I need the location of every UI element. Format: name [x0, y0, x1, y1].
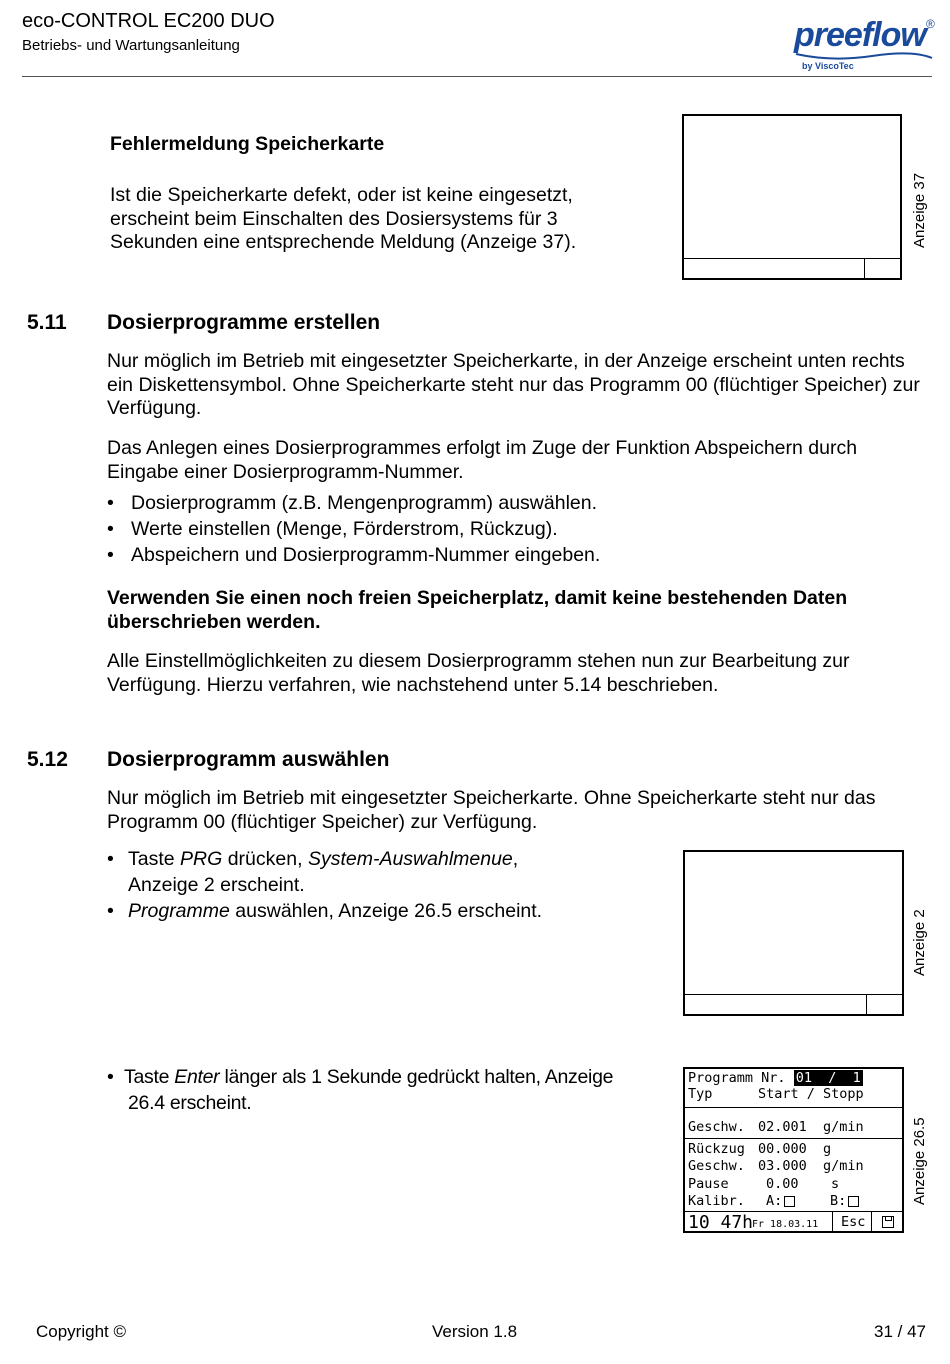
lcd-divider-v	[832, 1211, 833, 1231]
list-item: • Programme auswählen, Anzeige 26.5 erscheint.	[107, 900, 543, 922]
display-figure-26-5	[683, 1067, 904, 1233]
section-511-warning: Verwenden Sie einen noch freien Speicherplatz, damit keine bestehenden Daten überschrieben werden.	[107, 587, 848, 633]
lcd-row-calibration: Kalibr. A: B:	[688, 1193, 745, 1209]
footer-version: Version 1.8	[432, 1322, 518, 1341]
list-item: • Abspeichern und Dosierprogramm-Nummer eingeben.	[107, 544, 601, 566]
logo-reg: ®	[926, 17, 935, 31]
checkbox-b-icon	[848, 1196, 859, 1207]
footer-page-number: 31 / 47	[874, 1322, 926, 1341]
checkbox-a-icon	[784, 1196, 795, 1207]
header-rule	[22, 76, 932, 77]
section-511-bullets	[107, 490, 907, 568]
section-number-512: 5.12	[27, 748, 68, 771]
list-item: • Taste PRG drücken, System-Auswahlmenue, Anzeige 2 erscheint.	[107, 848, 519, 896]
section-number-511: 5.11	[27, 311, 67, 334]
list-item: • Taste Enter länger als 1 Sekunde gedrückt halten, Anzeige 26.4 erscheint.	[107, 1066, 614, 1114]
logo-sub: by ViscoTec	[802, 61, 854, 71]
section-512-bullets	[107, 846, 667, 924]
display-figure-2	[683, 850, 904, 1016]
section-512-bullets-2	[107, 1064, 677, 1116]
lcd-row-speed1: Geschw. 02.001 g/min	[688, 1119, 864, 1135]
section-511-para3: Alle Einstellmöglichkeiten zu diesem Dosierprogramm stehen nun zur Bearbeitung zur Verfügung. Hierzu verfahren, wie nachstehend unter 5.14 beschrieben.	[107, 650, 850, 696]
lcd-program-number: 01 / 1	[795, 1070, 861, 1086]
display-status-cell	[864, 259, 900, 278]
section-511-para2: Das Anlegen eines Dosierprogrammes erfolgt im Zuge der Funktion Abspeichern durch Eingabe einer Dosierprogramm-Nummer.	[107, 437, 858, 483]
display-figure-37	[682, 114, 902, 280]
memory-error-text: Ist die Speicherkarte defekt, oder ist keine eingesetzt, erscheint beim Einschalten des Dosiersystems für 3 Sekunden eine entsprechende Meldung (Anzeige 37).	[110, 184, 577, 253]
figure-label-2: Anzeige 2	[911, 909, 928, 976]
list-item: • Werte einstellen (Menge, Förderstrom, Rückzug).	[107, 518, 558, 540]
list-item: • Dosierprogramm (z.B. Mengenprogramm) auswählen.	[107, 492, 598, 514]
lcd-time: 10 47h	[688, 1212, 754, 1233]
floppy-disk-icon	[882, 1216, 894, 1228]
footer-copyright: Copyright ©	[36, 1322, 127, 1341]
display-status-cell	[866, 995, 902, 1014]
preeflow-logo	[792, 10, 937, 72]
lcd-row-type: Typ Start / Stopp	[688, 1086, 864, 1102]
lcd-date: Fr 18.03.11	[752, 1219, 819, 1230]
section-512-para1: Nur möglich im Betrieb mit eingesetzter Speicherkarte. Ohne Speicherkarte steht nur das Programm 00 (flüchtiger Speicher) zur Verfügung.	[107, 787, 876, 833]
document-title: eco-CONTROL EC200 DUO	[22, 10, 275, 32]
logo-text: preeflow	[794, 16, 926, 54]
document-subtitle: Betriebs- und Wartungsanleitung	[22, 37, 240, 54]
display-status-bar	[685, 994, 902, 1014]
lcd-divider-v	[871, 1211, 872, 1231]
lcd-divider	[685, 1138, 902, 1139]
lcd-esc: Esc	[841, 1214, 866, 1230]
section-511-para1: Nur möglich im Betrieb mit eingesetzter Speicherkarte, in der Anzeige erscheint unten rechts ein Diskettensymbol. Ohne Speicherkarte steht nur das Programm 00 (flüchtiger Speicher) zur Verfügung.	[107, 350, 920, 419]
display-status-bar	[684, 258, 900, 278]
lcd-divider	[685, 1107, 902, 1108]
memory-error-title: Fehlermeldung Speicherkarte	[110, 133, 385, 155]
lcd-row-speed2: Geschw. 03.000 g/min	[688, 1158, 864, 1174]
figure-label-37: Anzeige 37	[911, 172, 928, 248]
section-title-512: Dosierprogramm auswählen	[107, 748, 390, 771]
figure-label-26-5: Anzeige 26.5	[911, 1117, 928, 1205]
lcd-row-program: Programm Nr. 01 / 1	[688, 1070, 861, 1086]
lcd-row-pause: Pause 0.00 s	[688, 1176, 840, 1192]
section-title-511: Dosierprogramme erstellen	[107, 311, 381, 334]
lcd-row-retract: Rückzug 00.000 g	[688, 1141, 832, 1157]
